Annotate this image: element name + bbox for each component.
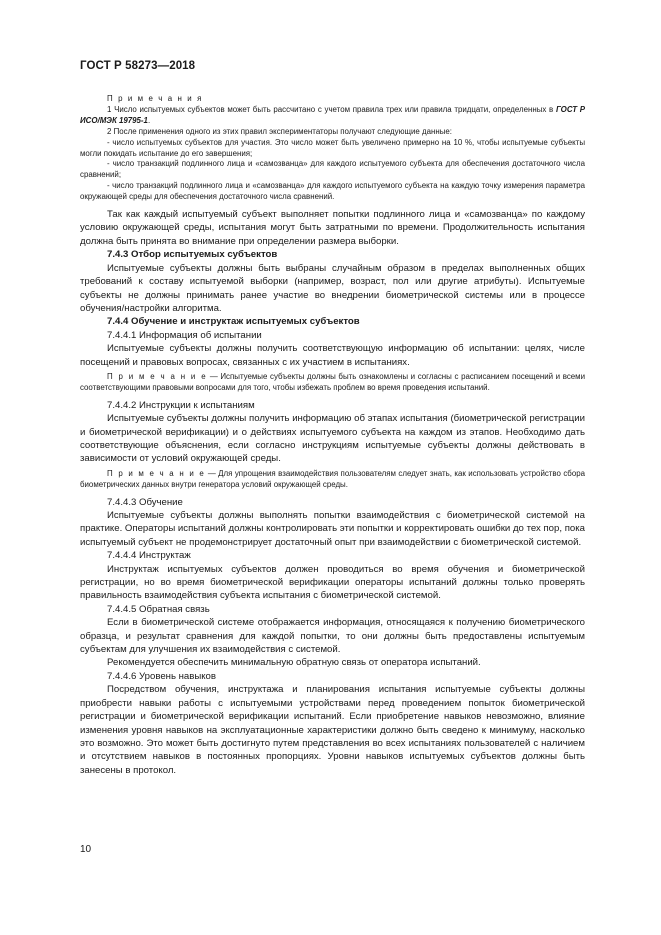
section-7-4-4-5-title: 7.4.4.5 Обратная связь xyxy=(107,603,210,615)
section-7-4-4-1-note xyxy=(80,372,585,394)
section-7-4-4-2-note xyxy=(80,469,585,491)
section-7-4-4-3-title: 7.4.4.3 Обучение xyxy=(107,496,183,508)
note-1 xyxy=(80,105,585,127)
section-7-4-4-5-text-1: Если в биометрической системе отображается информация, относящаяся к получению биометрического образца, и результат сравнения для каждой попытки, то они должны быть предоставлены испытуемым субъектам для улучшения их взаимодействия с системой. xyxy=(80,617,585,656)
note-1-end: . xyxy=(147,115,151,125)
intro-paragraph: Так как каждый испытуемый субъект выполняет попытки подлинного лица и «самозванца» по каждому условию окружающей среды, испытания могут быть затратными по времени. Продолжительность испытания должна быть принята во внимание при определении размера выборки. xyxy=(80,209,585,247)
document-header-title: ГОСТ Р 58273—2018 xyxy=(80,60,196,72)
note-text: — Испытуемые субъекты должны быть ознакомлены и согласны с расписанием посещений и всеми соответствующими правовыми вопросами для того, чтобы избежать проблем во время проведения испытаний. xyxy=(80,371,585,392)
section-7-4-4-4-text: Инструктаж испытуемых субъектов должен проводиться во время обучения и биометрической регистрации, но во время биометрической верификации операторы испытаний должны только проверять правильность взаимодействия субъекта испытания с биометрической системой. xyxy=(80,563,585,602)
section-7-4-4-1-title: 7.4.4.1 Информация об испытании xyxy=(107,329,262,341)
section-7-4-4-1-text: Испытуемые субъекты должны получить соответствующую информацию об испытании: целях, числе посещений и правовых вопросах, связанных с их участием в испытаниях. xyxy=(80,343,585,368)
note-1-text: 1 Число испытуемых субъектов может быть рассчитано с учетом правила трех или правила тридцати, определенных в xyxy=(107,104,556,114)
note-2-bullet-3: - число транзакций подлинного лица и «самозванца» для каждого испытуемого субъекта на каждую точку измерения параметра окружающей среды для обеспечения достаточного числа сравнений. xyxy=(80,181,585,202)
page-number: 10 xyxy=(80,844,92,855)
section-7-4-3-text: Испытуемые субъекты должны быть выбраны случайным образом в пределах выполненных общих требований к составу испытуемой выборки (например, возраст, пол или другие атрибуты). Испытуемые субъекты не должны принимать ранее участие во внедрении биометрической системы или в процессе обучения/настройки алгоритма. xyxy=(80,262,585,314)
section-7-4-3-heading: 7.4.3 Отбор испытуемых субъектов xyxy=(107,249,278,261)
section-7-4-4-3-text: Испытуемые субъекты должны выполнять попытки взаимодействия с биометрической системой на практике. Операторы испытаний должны контролировать эти попытки и корректировать ошибки до тех пор, пока испытуемый субъект не продемонстрирует достаточный опыт при взаимодействии с биометрической системой. xyxy=(80,510,585,548)
notes-label: П р и м е ч а н и я xyxy=(107,94,203,103)
section-7-4-4-heading: 7.4.4 Обучение и инструктаж испытуемых субъектов xyxy=(107,316,360,328)
section-7-4-4-6-text: Посредством обучения, инструктажа и планирования испытания испытуемые субъекты должны приобрести навыки работы с испытуемыми устройствами перед проведением попыток биометрической регистрации и биометрической верификации испытаний. Если приобретение навыков невозможно, влияние изменения уровня навыков на эксплуатационные характеристики должно быть сведено к минимуму, насколько это возможно. Это может быть достигнуто путем представления во всех испытаниях пользователей с наличием и отсутствием навыков в постоянных пропорциях. Уровни навыков испытуемых субъектов должны быть занесены в протокол. xyxy=(80,684,585,776)
note-2: 2 После применения одного из этих правил экспериментаторы получают следующие данные: xyxy=(107,126,452,136)
section-7-4-4-2-text: Испытуемые субъекты должны получить информацию об этапах испытания (биометрической регистрации и биометрической верификации) и о действиях испытуемого субъекта на каждом из этапов. Необходимо дать соответствующие объяснения, если согласно инструкциям испытуемые субъекты должны действовать в зависимости от условий окружающей среды. xyxy=(80,413,585,465)
note-1-reference: ГОСТ Р ИСО/МЭК 19795-1 xyxy=(80,104,585,125)
note-2-bullet-2: - число транзакций подлинного лица и «самозванца» для каждого испытуемого субъекта для обеспечения достаточного числа сравнений; xyxy=(80,159,585,180)
note-2-bullet-1: - число испытуемых субъектов для участия. Это число может быть увеличено примерно на 10 %, чтобы испытуемые субъекты могли покидать испытание до его завершения; xyxy=(80,137,585,158)
section-7-4-4-4-title: 7.4.4.4 Инструктаж xyxy=(107,550,191,562)
note-text: — Для упрощения взаимодействия пользователям следует знать, как использовать устройство сбора биометрических данных внутри генератора условий окружающей среды. xyxy=(80,468,585,489)
page-content xyxy=(80,94,585,777)
section-7-4-4-6-title: 7.4.4.6 Уровень навыков xyxy=(107,670,216,682)
note-label: П р и м е ч а н и е xyxy=(107,468,206,478)
section-7-4-4-2-title: 7.4.4.2 Инструкции к испытаниям xyxy=(107,399,255,411)
section-7-4-4-5-text-2: Рекомендуется обеспечить минимальную обратную связь от оператора испытаний. xyxy=(107,657,481,669)
note-label: П р и м е ч а н и е xyxy=(107,371,208,381)
